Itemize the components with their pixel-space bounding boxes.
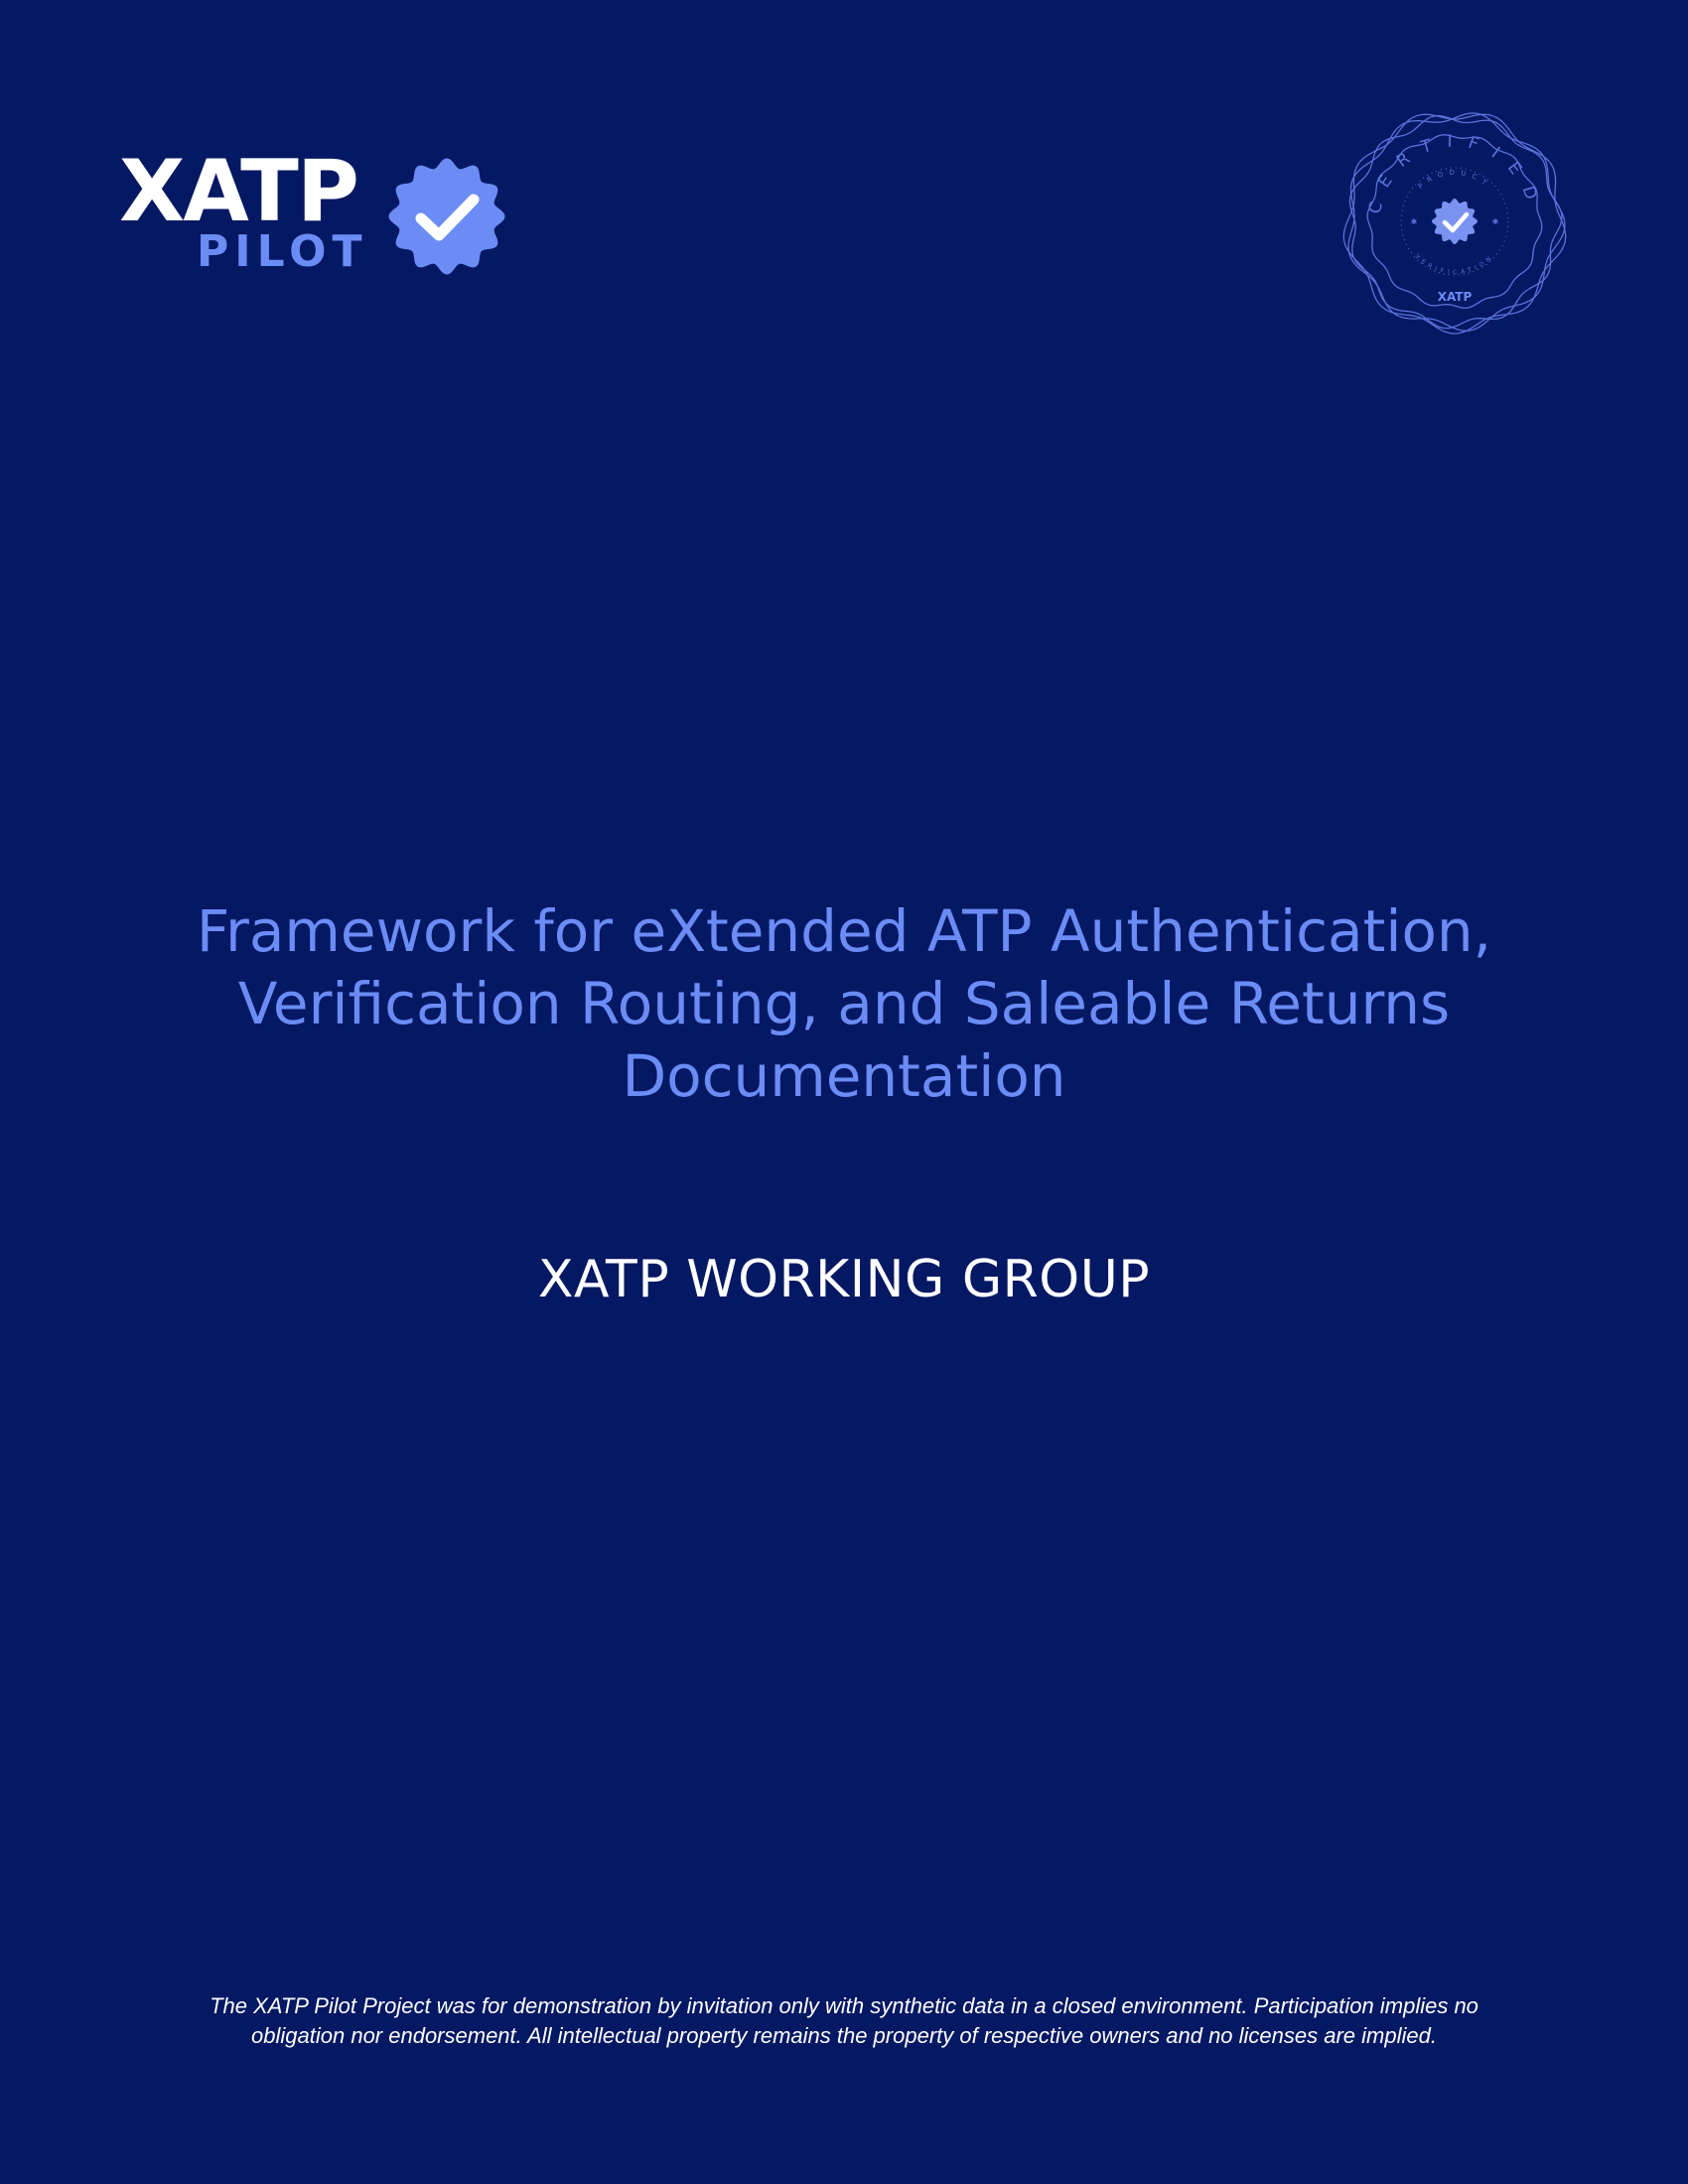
seal-star-icon: ✱ [1491, 217, 1499, 226]
disclaimer-line: The XATP Pilot Project was for demonstration by invitation only with synthetic data in a closed environment. Participation implies no [210, 1993, 1478, 2018]
title-line: Verification Routing, and Saleable Returns [237, 970, 1451, 1037]
svg-text:PRODUCT [1417, 169, 1492, 191]
organization-name: XATP WORKING GROUP [537, 1250, 1151, 1309]
seal-outer-text: CERTIFIED [1364, 131, 1545, 216]
svg-text:VERIFICATION [1414, 253, 1495, 276]
xatp-pilot-logo [119, 142, 516, 288]
document-title [109, 895, 1579, 1113]
title-line: Framework for eXtended ATP Authentication, [196, 897, 1492, 965]
seal-brand: XATP [1437, 290, 1473, 304]
seal-check-badge-icon [1432, 199, 1477, 244]
title-line: Documentation [622, 1042, 1066, 1110]
verified-badge-icon [385, 155, 508, 278]
disclaimer [169, 1991, 1519, 2051]
logo-subtitle: PILOT [197, 226, 368, 277]
seal-star-icon: ✱ [1410, 217, 1418, 226]
disclaimer-line: obligation nor endorsement. All intellectual property remains the property of respective owners and no licenses are implied. [251, 2023, 1437, 2048]
logo-wordmark: XATP [119, 142, 357, 241]
seal-inner-top-text: PRODUCT [1416, 168, 1493, 192]
certified-seal [1331, 97, 1579, 345]
seal-inner-bottom-text: VERIFICATION [1413, 252, 1496, 277]
